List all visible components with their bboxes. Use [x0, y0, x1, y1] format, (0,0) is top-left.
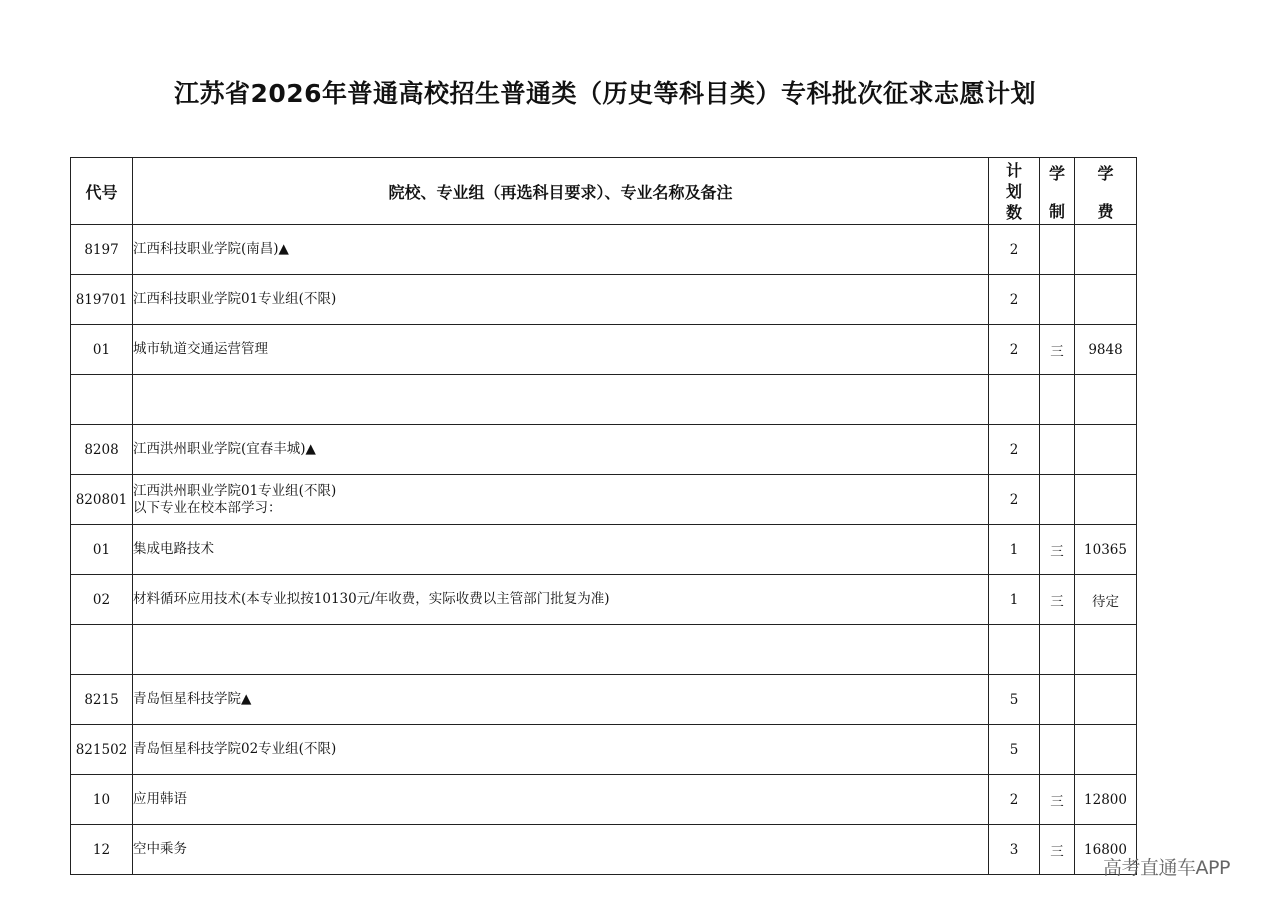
cell-name: [133, 625, 989, 675]
cell-name-line: 青岛恒星科技学院▲: [133, 691, 252, 707]
cell-code: 821502: [71, 725, 133, 775]
cell-plan-count: [989, 375, 1040, 425]
cell-name-line: 空中乘务: [133, 841, 187, 857]
header-years: [1040, 158, 1075, 225]
cell-years: [1040, 725, 1075, 775]
cell-plan-count: 2: [989, 325, 1040, 375]
watermark: 高考直通车APP: [1103, 857, 1230, 879]
cell-fee: [1075, 675, 1137, 725]
cell-code: 8208: [71, 425, 133, 475]
header-years-char-1: 学: [1048, 164, 1065, 183]
cell-plan-count: 2: [989, 475, 1040, 525]
cell-name: [133, 575, 989, 625]
cell-plan-count: 2: [989, 275, 1040, 325]
cell-name: [133, 425, 989, 475]
cell-plan-count: 5: [989, 675, 1040, 725]
cell-years: 三: [1040, 525, 1075, 575]
cell-name: [133, 725, 989, 775]
cell-name: [133, 525, 989, 575]
table-row: [71, 725, 1137, 775]
cell-fee: [1075, 375, 1137, 425]
header-name: 院校、专业组（再选科目要求）、专业名称及备注: [133, 158, 989, 225]
cell-years: [1040, 625, 1075, 675]
table-row: [71, 325, 1137, 375]
header-plan-char-1: 计: [1005, 160, 1022, 180]
cell-name: [133, 675, 989, 725]
cell-code: 819701: [71, 275, 133, 325]
table-row: [71, 425, 1137, 475]
cell-fee: [1075, 275, 1137, 325]
cell-name-line: 材料循环应用技术(本专业拟按10130元/年收费，实际收费以主管部门批复为准): [133, 591, 610, 607]
cell-fee: 16800: [1075, 825, 1137, 875]
cell-name: [133, 475, 989, 525]
cell-plan-count: 3: [989, 825, 1040, 875]
cell-years: 三: [1040, 575, 1075, 625]
cell-years: [1040, 475, 1075, 525]
cell-name: [133, 225, 989, 275]
header-plan-count: [989, 158, 1040, 225]
cell-name: [133, 325, 989, 375]
cell-code: 8215: [71, 675, 133, 725]
cell-name-line: 江西洪州职业学院01专业组(不限): [133, 482, 337, 499]
enrollment-plan-table: [70, 157, 1137, 875]
cell-years: [1040, 225, 1075, 275]
cell-plan-count: 1: [989, 525, 1040, 575]
cell-name-line: 青岛恒星科技学院02专业组(不限): [133, 741, 337, 757]
cell-code: 02: [71, 575, 133, 625]
cell-fee: [1075, 425, 1137, 475]
cell-name-line: 江西科技职业学院01专业组(不限): [133, 291, 337, 307]
cell-code: 01: [71, 325, 133, 375]
cell-plan-count: 1: [989, 575, 1040, 625]
table-row: [71, 625, 1137, 675]
cell-years: [1040, 375, 1075, 425]
cell-code: 8197: [71, 225, 133, 275]
cell-name-line: 江西洪州职业学院(宜春丰城)▲: [133, 441, 316, 457]
cell-name-line: 应用韩语: [133, 791, 187, 807]
header-fee: [1075, 158, 1137, 225]
cell-fee: [1075, 475, 1137, 525]
table-row: [71, 575, 1137, 625]
cell-name-line: 城市轨道交通运营管理: [133, 341, 268, 357]
cell-fee: 12800: [1075, 775, 1137, 825]
table-header-row: [71, 158, 1137, 225]
table-row: [71, 225, 1137, 275]
header-plan-char-2: 划: [1005, 181, 1022, 201]
cell-years: 三: [1040, 825, 1075, 875]
cell-code: 12: [71, 825, 133, 875]
cell-years: 三: [1040, 775, 1075, 825]
cell-plan-count: 2: [989, 225, 1040, 275]
cell-name-line: 集成电路技术: [133, 541, 214, 557]
cell-name-line: 江西科技职业学院(南昌)▲: [133, 241, 289, 257]
cell-years: [1040, 675, 1075, 725]
table-row: [71, 525, 1137, 575]
cell-fee: 10365: [1075, 525, 1137, 575]
cell-fee: [1075, 625, 1137, 675]
table-row: [71, 475, 1137, 525]
cell-plan-count: 5: [989, 725, 1040, 775]
table-row: [71, 675, 1137, 725]
cell-plan-count: [989, 625, 1040, 675]
cell-plan-count: 2: [989, 775, 1040, 825]
cell-code: [71, 375, 133, 425]
cell-fee: 9848: [1075, 325, 1137, 375]
cell-name: [133, 275, 989, 325]
header-code: 代号: [71, 158, 133, 225]
header-plan-char-3: 数: [1005, 202, 1022, 222]
cell-fee: [1075, 225, 1137, 275]
cell-code: 01: [71, 525, 133, 575]
document-title: 江苏省2026年普通高校招生普通类（历史等科目类）专科批次征求志愿计划: [173, 79, 1037, 108]
cell-code: 820801: [71, 475, 133, 525]
cell-fee: 待定: [1075, 575, 1137, 625]
table-row: [71, 375, 1137, 425]
header-fee-char-2: 费: [1097, 202, 1114, 221]
cell-years: [1040, 275, 1075, 325]
cell-name: [133, 375, 989, 425]
cell-name: [133, 825, 989, 875]
cell-name: [133, 775, 989, 825]
cell-code: [71, 625, 133, 675]
header-years-char-2: 制: [1048, 202, 1065, 221]
cell-code: 10: [71, 775, 133, 825]
header-fee-char-1: 学: [1097, 164, 1114, 183]
table-row: [71, 825, 1137, 875]
cell-years: 三: [1040, 325, 1075, 375]
cell-plan-count: 2: [989, 425, 1040, 475]
cell-name-line: 以下专业在校本部学习：: [133, 499, 282, 516]
cell-fee: [1075, 725, 1137, 775]
table-row: [71, 775, 1137, 825]
table-row: [71, 275, 1137, 325]
cell-years: [1040, 425, 1075, 475]
table-body: [71, 225, 1137, 875]
